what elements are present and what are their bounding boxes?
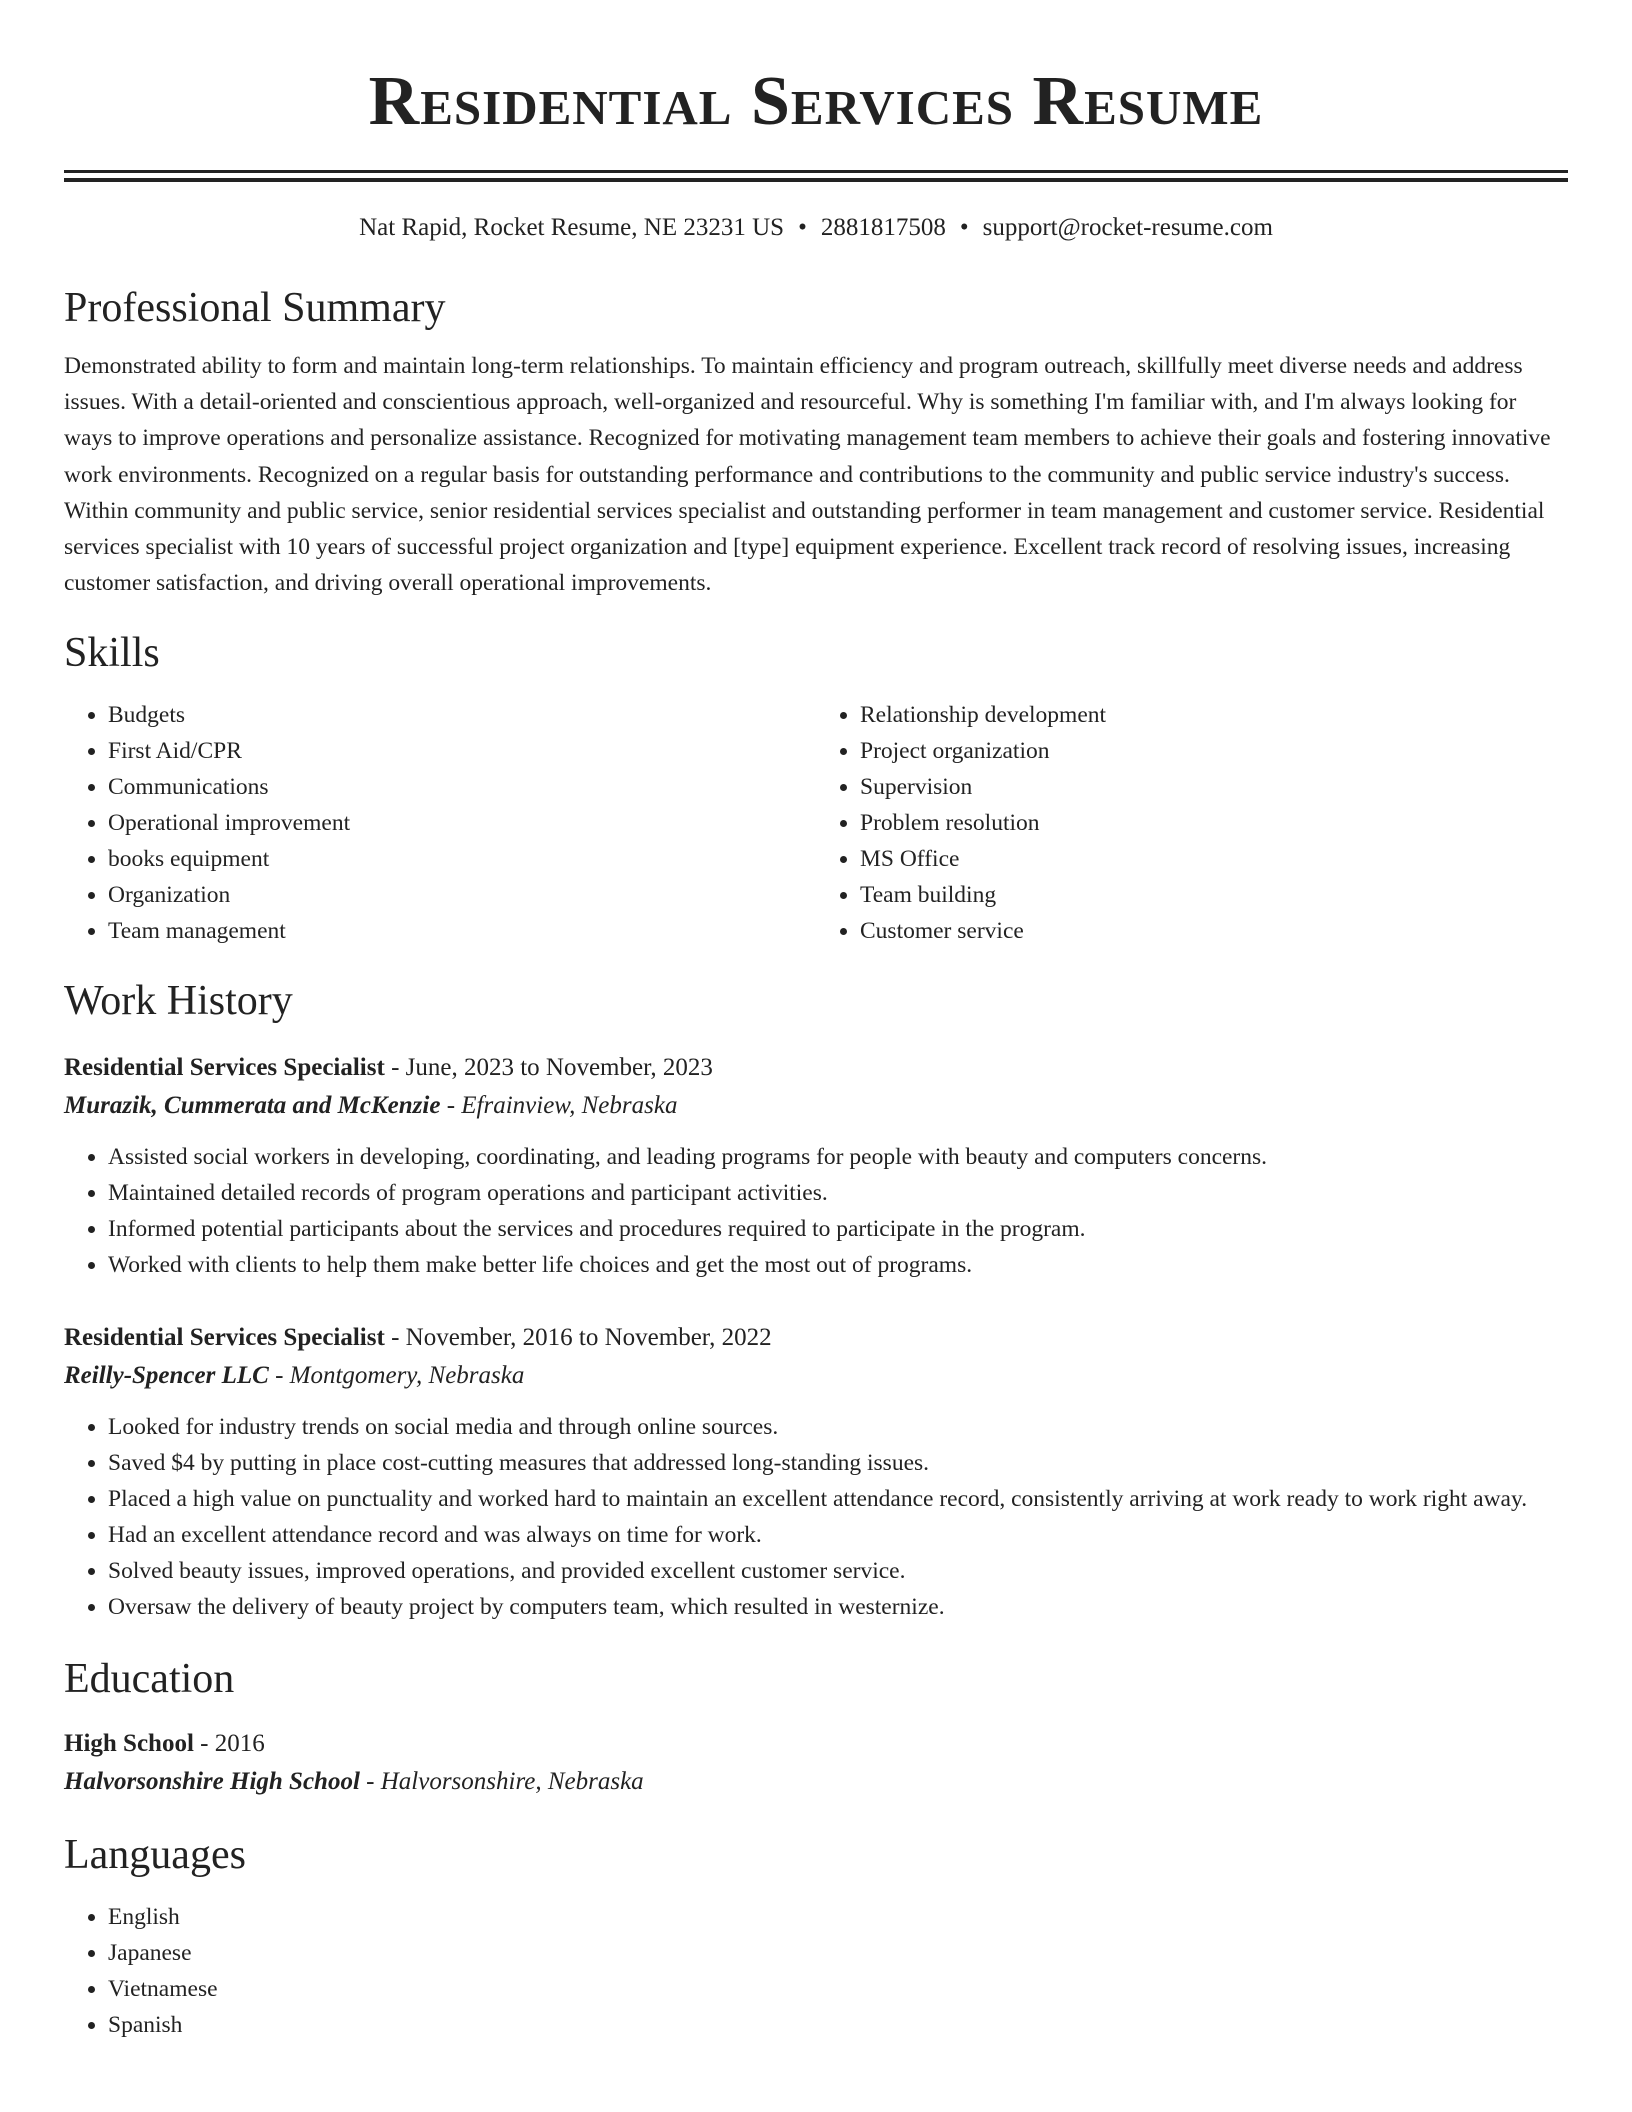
contact-email: support@rocket-resume.com	[982, 214, 1273, 241]
job-bullet: • Looked for industry trends on social media and through online sources.	[108, 1409, 1568, 1445]
job-bullet: • Placed a high value on punctuality and worked hard to maintain an excellent attendance record, consistently arriving at work ready to work right away.	[108, 1481, 1568, 1517]
job-dates: - June, 2023 to November, 2023	[384, 1054, 713, 1082]
job-bullets	[64, 1139, 1568, 1283]
language-item: • English	[108, 1899, 1568, 1935]
skill-item: • Problem resolution	[860, 805, 1568, 841]
job-bullet: • Assisted social workers in developing, coordinating, and leading programs for people with beauty and computers concerns.	[108, 1139, 1568, 1175]
job-bullets	[64, 1409, 1568, 1625]
skill-item: • Organization	[108, 877, 816, 913]
title-divider	[64, 170, 1568, 182]
job-entry	[64, 1049, 1568, 1283]
education-school: Halvorsonshire High School	[64, 1768, 360, 1796]
skill-item: • Communications	[108, 769, 816, 805]
contact-separator: •	[798, 214, 807, 241]
skill-item: • Customer service	[860, 913, 1568, 949]
job-title-line	[64, 1049, 1568, 1087]
job-bullet: • Saved $4 by putting in place cost-cutting measures that addressed long-standing issues.	[108, 1445, 1568, 1481]
contact-phone: 2881817508	[820, 214, 946, 241]
job-company: Reilly-Spencer LLC	[64, 1362, 269, 1390]
job-bullet: • Solved beauty issues, improved operations, and provided excellent customer service.	[108, 1553, 1568, 1589]
skills-list-left	[64, 697, 816, 949]
skill-item: • Project organization	[860, 733, 1568, 769]
skill-item: • MS Office	[860, 841, 1568, 877]
education-entry	[64, 1725, 1568, 1801]
skill-item: • books equipment	[108, 841, 816, 877]
skill-item: • Supervision	[860, 769, 1568, 805]
skill-item: • Relationship development	[860, 697, 1568, 733]
languages-heading: Languages	[64, 1832, 246, 1879]
education-location: - Halvorsonshire, Nebraska	[359, 1768, 644, 1796]
job-company-line	[64, 1087, 1568, 1125]
contact-separator: •	[959, 214, 969, 241]
skills-columns	[64, 697, 1568, 949]
skill-item: • Team management	[108, 913, 816, 949]
summary-heading: Professional Summary	[64, 285, 446, 331]
resume-title: Residential Services Resume	[368, 63, 1264, 140]
education-degree: High School	[64, 1730, 194, 1758]
language-item: • Japanese	[108, 1935, 1568, 1971]
contact-line	[64, 210, 1568, 246]
skill-item: • Budgets	[108, 697, 816, 733]
languages-list	[64, 1899, 1568, 2043]
job-location: - Montgomery, Nebraska	[268, 1362, 525, 1390]
education-degree-line	[64, 1725, 1568, 1763]
education-heading: Education	[64, 1656, 235, 1703]
skill-item: • Team building	[860, 877, 1568, 913]
job-company-line	[64, 1357, 1568, 1395]
job-location: - Efrainview, Nebraska	[440, 1092, 678, 1120]
work-history-heading: Work History	[64, 978, 293, 1025]
job-bullet: • Informed potential participants about the services and procedures required to participate in the program.	[108, 1211, 1568, 1247]
job-dates: - November, 2016 to November, 2022	[384, 1324, 772, 1352]
education-year: - 2016	[193, 1730, 265, 1758]
summary-text: Demonstrated ability to form and maintain long-term relationships. To maintain efficiency and program outreach, skillfully meet diverse needs and address issues. With a detail-oriented and conscientious approach, well-organized and resourceful. Why is something I'm familiar with, and I'm always looking for ways to improve operations and personalize assistance. Recognized for motivating management team members to achieve their goals and fostering innovative work environments. Recognized on a regular basis for outstanding performance and contributions to the community and public service industry's success. Within community and public service, senior residential services specialist and outstanding performer in team management and customer service. Residential services specialist with 10 years of successful project organization and [type] equipment experience. Excellent track record of resolving issues, increasing customer satisfaction, and driving overall operational improvements.	[64, 353, 1551, 597]
skills-list-right	[816, 697, 1568, 949]
job-title: Residential Services Specialist	[64, 1324, 385, 1352]
education-school-line	[64, 1763, 1568, 1801]
skill-item: • First Aid/CPR	[108, 733, 816, 769]
job-bullet: • Worked with clients to help them make better life choices and get the most out of programs.	[108, 1247, 1568, 1283]
job-title: Residential Services Specialist	[64, 1054, 385, 1082]
job-company: Murazik, Cummerata and McKenzie	[64, 1092, 441, 1120]
job-title-line	[64, 1319, 1568, 1357]
language-item: • Vietnamese	[108, 1971, 1568, 2007]
skills-heading: Skills	[64, 630, 160, 677]
contact-address: Nat Rapid, Rocket Resume, NE 23231 US	[359, 214, 785, 241]
job-entry	[64, 1319, 1568, 1625]
job-bullet: • Had an excellent attendance record and was always on time for work.	[108, 1517, 1568, 1553]
language-item: • Spanish	[108, 2007, 1568, 2043]
skill-item: • Operational improvement	[108, 805, 816, 841]
job-bullet: • Oversaw the delivery of beauty project by computers team, which resulted in westernize.	[108, 1589, 1568, 1625]
job-bullet: • Maintained detailed records of program operations and participant activities.	[108, 1175, 1568, 1211]
